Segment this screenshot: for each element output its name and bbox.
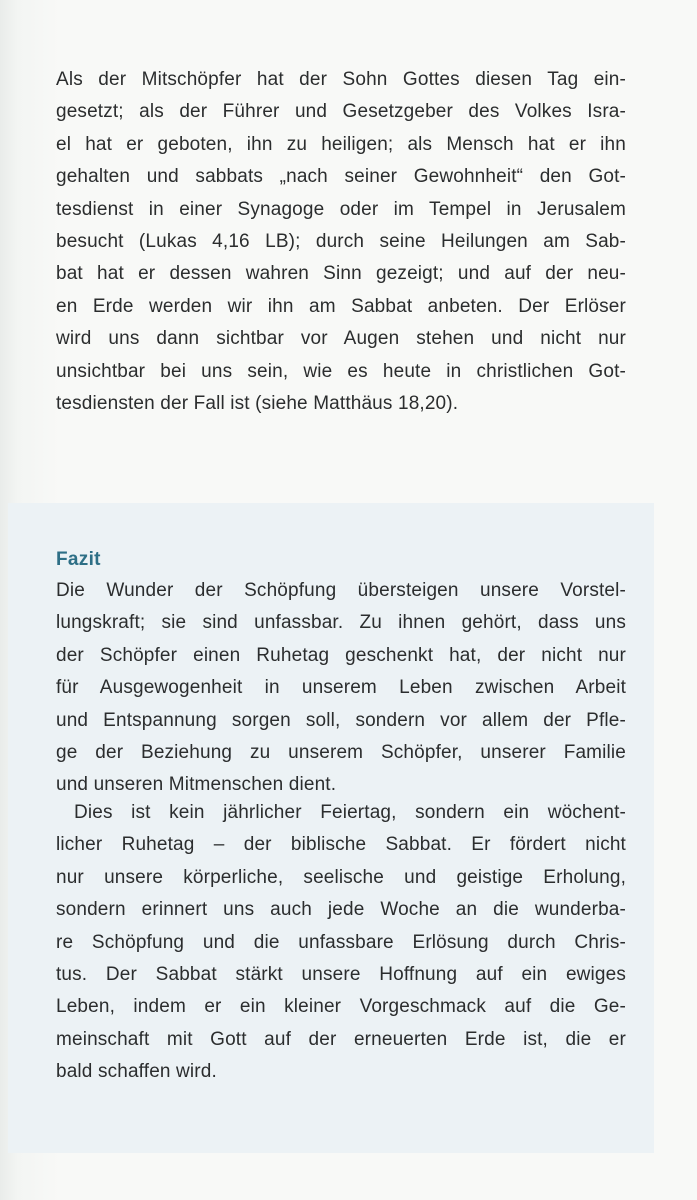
text-line: lungskraft; sie sind unfassbar. Zu ihnen gehört, dass uns — [56, 612, 626, 634]
text-line: für Ausgewogenheit in unserem Leben zwischen Arbeit — [56, 677, 626, 699]
text-line: besucht (Lukas 4,16 LB); durch seine Heilungen am Sab- — [56, 231, 626, 253]
fazit-paragraph-2 — [56, 797, 626, 1089]
text-line: en Erde werden wir ihn am Sabbat anbeten. Der Erlöser — [56, 295, 626, 317]
text-line: nur unsere körperliche, seelische und geistige Erholung, — [56, 866, 626, 888]
fazit-paragraph-1 — [56, 575, 626, 802]
text-line: tus. Der Sabbat stärkt unsere Hoffnung auf ein ewiges — [56, 964, 626, 986]
fazit-heading: Fazit — [56, 549, 101, 570]
text-line: gesetzt; als der Führer und Gesetzgeber des Volkes Isra- — [56, 101, 626, 123]
text-line: ge der Beziehung zu unserem Schöpfer, unserer Familie — [56, 742, 626, 764]
text-line: der Schöpfer einen Ruhetag geschenkt hat, der nicht nur — [56, 644, 626, 666]
text-line: bat hat er dessen wahren Sinn gezeigt; und auf der neu- — [56, 263, 626, 285]
text-line: Die Wunder der Schöpfung übersteigen unsere Vorstel- — [56, 580, 626, 601]
text-line: gehalten und sabbats „nach seiner Gewohnheit“ den Got- — [56, 166, 626, 188]
text-line: bald schaffen wird. — [56, 1061, 217, 1083]
text-line: unsichtbar bei uns sein, wie es heute in christlichen Got- — [56, 360, 626, 382]
text-line: tesdienst in einer Synagoge oder im Tempel in Jerusalem — [56, 198, 626, 220]
text-line: und Entspannung sorgen soll, sondern vor allem der Pfle- — [56, 709, 626, 731]
text-line: meinschaft mit Gott auf der erneuerten Erde ist, die er — [56, 1028, 626, 1050]
text-line: wird uns dann sichtbar vor Augen stehen und nicht nur — [56, 328, 626, 350]
text-line: sondern erinnert uns auch jede Woche an die wunderba- — [56, 899, 626, 921]
text-line: tesdiensten der Fall ist (siehe Matthäus 18,20). — [56, 393, 459, 415]
body-paragraph — [56, 64, 626, 420]
text-line: el hat er geboten, ihn zu heiligen; als Mensch hat er ihn — [56, 133, 626, 155]
text-line: Leben, indem er ein kleiner Vorgeschmack auf die Ge- — [56, 996, 626, 1018]
text-line: re Schöpfung und die unfassbare Erlösung durch Chris- — [56, 931, 626, 953]
text-line: und unseren Mitmenschen dient. — [56, 774, 337, 796]
text-line: Dies ist kein jährlicher Feiertag, sondern ein wöchent- — [74, 802, 626, 823]
text-line: licher Ruhetag – der biblische Sabbat. Er fördert nicht — [56, 834, 626, 856]
text-line: Als der Mitschöpfer hat der Sohn Gottes diesen Tag ein- — [56, 69, 626, 90]
